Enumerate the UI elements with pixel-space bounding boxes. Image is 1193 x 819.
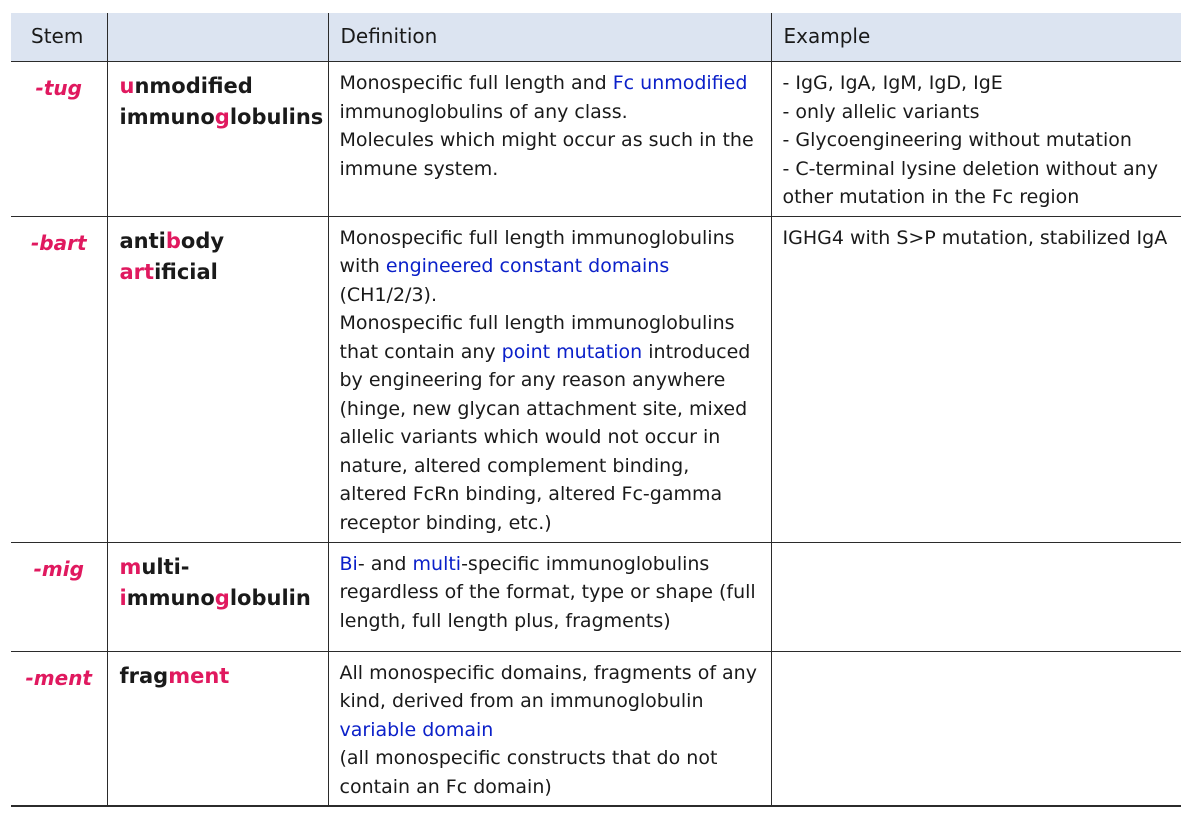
definition-cell [328, 542, 771, 651]
example-cell [771, 542, 1181, 651]
text-segment: -specific immunoglobulins regardless of the format, type or shape (full length, full length plus, fragments) [339, 552, 756, 632]
example-cell [771, 62, 1181, 217]
example-cell [771, 216, 1181, 542]
text-segment: immunoglobulins of any class. [339, 100, 628, 123]
highlighted-text: u [119, 74, 135, 98]
definition-paragraph [340, 550, 761, 636]
text-segment: immuno [119, 105, 215, 129]
stem-meaning-line-2 [120, 260, 218, 284]
example-item: - Glycoengineering without mutation [782, 129, 1132, 151]
stem-cell: -ment [11, 651, 107, 806]
stem-meaning-line-2 [120, 586, 311, 610]
stem-cell: -bart [11, 216, 107, 542]
table-row [11, 542, 1181, 651]
text-segment: - and [357, 552, 413, 575]
text-segment: frag [119, 663, 169, 688]
antibody-stem-table [11, 13, 1181, 807]
highlighted-text: b [165, 228, 181, 253]
definition-cell [328, 62, 771, 217]
stem-meaning-cell [107, 62, 328, 217]
text-segment: ulti- [141, 554, 190, 579]
table-row [11, 62, 1181, 217]
text-segment: (all monospecific constructs that do not contain an Fc domain) [339, 747, 718, 798]
highlighted-text: i [119, 585, 127, 610]
stem-meaning-line-1 [120, 555, 190, 579]
stem-meaning-cell [107, 542, 328, 651]
definition-paragraph [340, 98, 761, 127]
text-segment: ody [180, 228, 225, 253]
header-example: Example [771, 13, 1181, 62]
definition-paragraph [340, 744, 761, 801]
highlighted-text: engineered constant domains [385, 255, 670, 277]
example-item: - IgG, IgA, IgM, IgD, IgE [782, 72, 1003, 94]
header-name [107, 13, 328, 62]
highlighted-text: Bi [339, 552, 358, 575]
text-segment: ificial [154, 259, 218, 284]
text-segment: (CH1/2/3). [339, 283, 437, 306]
stem-meaning-line-2 [120, 105, 324, 129]
example-item: - only allelic variants [782, 100, 980, 123]
highlighted-text: m [119, 554, 142, 579]
definition-paragraph [340, 69, 761, 98]
stem-meaning-cell [107, 216, 328, 542]
header-definition: Definition [328, 13, 771, 62]
stem-meaning-line-1 [120, 74, 253, 98]
header-row [11, 13, 1181, 62]
definition-paragraph [340, 126, 761, 183]
stem-cell: -mig [11, 542, 107, 651]
definition-paragraph [340, 659, 761, 745]
header-stem: Stem [11, 13, 107, 62]
text-segment: introduced by engineering for any reason anywhere (hinge, new glycan attachment site, mixed allelic variants which would not occur in nature, altered complement binding, altered FcRn binding, altered Fc-gamma receptor binding, etc.) [339, 340, 751, 534]
highlighted-text: ment [168, 663, 230, 688]
stem-cell: -tug [11, 62, 107, 217]
highlighted-text: g [214, 105, 230, 129]
definition-cell [328, 651, 771, 806]
text-segment: lobulins [229, 105, 324, 129]
text-segment: Monospecific full length and [339, 72, 613, 94]
text-segment: mmuno [126, 585, 215, 610]
text-segment: anti [119, 228, 166, 253]
definition-paragraph [340, 309, 761, 537]
example-item: - C-terminal lysine deletion without any other mutation in the Fc region [782, 157, 1158, 208]
highlighted-text: point mutation [501, 340, 643, 363]
text-segment: lobulin [229, 585, 311, 610]
definition-paragraph [340, 224, 761, 310]
highlighted-text: art [119, 259, 155, 284]
text-segment: Molecules which might occur as such in the immune system. [339, 129, 754, 180]
text-segment: Monospecific full length immunoglobulins that contain any [339, 312, 735, 363]
text-segment: All monospecific domains, fragments of any kind, derived from an immunoglobulin [339, 661, 757, 712]
stem-meaning-cell [107, 651, 328, 806]
example-cell [771, 651, 1181, 806]
highlighted-text: g [214, 585, 230, 610]
table-row [11, 651, 1181, 806]
highlighted-text: multi [412, 552, 462, 575]
stem-meaning-line-1 [120, 229, 225, 253]
definition-cell [328, 216, 771, 542]
stem-meaning-line-1 [120, 664, 230, 688]
highlighted-text: variable domain [339, 718, 494, 741]
text-segment: nmodified [134, 74, 253, 98]
highlighted-text: Fc unmodified [612, 72, 748, 94]
text-segment: Monospecific full length immunoglobulins with [339, 226, 735, 277]
example-item: IGHG4 with S>P mutation, stabilized IgA [782, 226, 1168, 249]
table-row [11, 216, 1181, 542]
